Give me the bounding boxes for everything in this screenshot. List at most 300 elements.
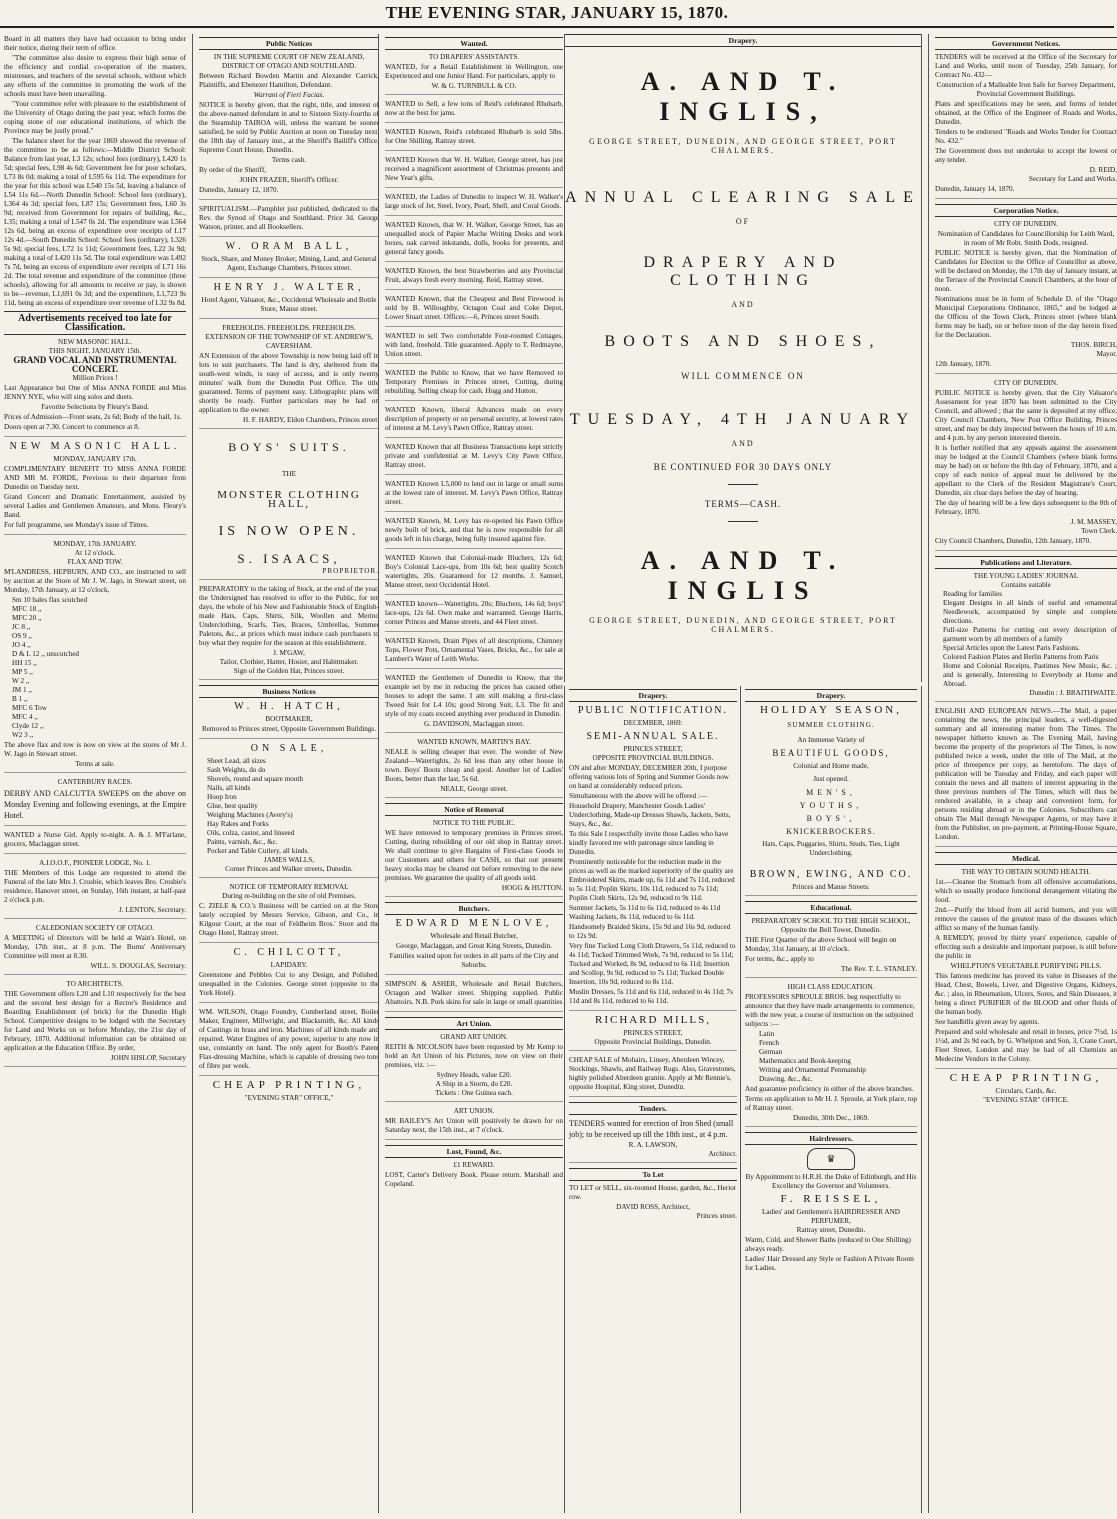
- ad-title: A.I.O.O.F., PIONEER LODGE, No. 1.: [39, 859, 151, 867]
- ad-body: Families waited upon for orders in all parts of the City and Suburbs.: [389, 952, 559, 969]
- ad-grand-art-union: [385, 1033, 563, 1102]
- ad-line: Circulars, Cards, &c.: [995, 1087, 1057, 1095]
- ad-body: PROFESSORS SPROULE BROS. beg respectfully to announce that they have made arrangements to commence, with the new year, a course of instruction on the subjoined subjects :—: [745, 993, 915, 1028]
- ad-line: OF: [735, 217, 751, 226]
- ad-body: WANTED known—Watertights, 20s; Bluchers, 14s 6d; boys' lace-ups, 12s 6d. Own make and warranted. George Harris, corner Princes and Manse streets, and 44 Fleet street.: [385, 600, 563, 626]
- ad-line: Ladies' and Gentlemen's HAIRDRESSER AND PERFUMER,: [762, 1208, 900, 1225]
- ad-body: WANTED the Public to Know, that we have Removed to Temporary Premises in Princes street, Cutting, during rebuilding. Selling cheap for cash. Hogg and Hutton.: [385, 369, 563, 395]
- divider: [728, 521, 758, 522]
- ad-body: THE Government offers L20 and L10 respectively for the best and the second best design for a Rector's Residence and Boarding Establishment (of brick) for the Dunedin High School. Competitive designs to be lodged with the Secretary for Land and Works on or before Monday, the 21st day of February, 1870. Additional information can be obtained on application at the Education Office. By order,: [4, 990, 186, 1052]
- ad-title: PREPARATORY SCHOOL TO THE HIGH SCHOOL,: [751, 917, 911, 925]
- list-item: MFC 6 Tow: [12, 704, 47, 712]
- section-heading: Lost, Found, &c.: [385, 1145, 563, 1158]
- divider: [728, 484, 758, 485]
- ad-whelpton-pills: [935, 868, 1117, 1069]
- ad-preparatory-school: [745, 917, 917, 978]
- list-item: Sheet Lead, all sizes: [207, 757, 266, 765]
- ad-body: Prices of Admission—Front seats, 2s 6d; Body of the hall, 1s.: [4, 413, 182, 421]
- list-item: A Ship in a Storm, do £20.: [435, 1080, 513, 1088]
- list-item: Sm 10 bales flax scutched: [12, 596, 88, 604]
- ad-line: Corner Princes and Walker streets, Dunedin.: [225, 865, 353, 873]
- ad-body: CHEAP SALE of Mohairs, Linsey, Aberdeen Wincey, Stockings, Shawls, and Railway Rugs. Also, Gravestones, highly polished Aberdeen granite. Apply at Mr Rennie's, opposite Hospital, King street, Dunedin.: [569, 1056, 736, 1091]
- ad-spiritualism: [199, 205, 379, 237]
- ad-lost: [385, 1161, 563, 1193]
- ad-line: Terms cash.: [271, 156, 307, 164]
- ad-english-news: [935, 707, 1117, 847]
- report-paragraph: Board in all matters they have had occasion to bring under their notice, during their term of office.: [4, 35, 186, 52]
- list-item: Home and Colonial Receipts, Pastimes New Music, &c. ; and is generally, Interesting to Everybody at Home and Abroad.: [943, 662, 1117, 688]
- ad-body: Stock, Share, and Money Broker, Mining, Land, and General Agent, Exchange Chambers, Princes street.: [201, 255, 377, 272]
- ad-address: GEORGE STREET, DUNEDIN, AND GEORGE STREET, PORT CHALMERS.: [589, 137, 897, 155]
- ad-body: Last Appearance but One of Miss ANNA FORDE and Miss JENNY NYE, who will sing solos and duets.: [4, 384, 186, 401]
- ad-line: Warrant of Fieri Facias.: [253, 91, 325, 99]
- list-item: MP 5 ,,: [12, 668, 33, 676]
- ad-headline: MONSTER CLOTHING HALL,: [217, 489, 361, 510]
- list-item: German: [759, 1048, 783, 1056]
- ad-cheap-printing: [199, 1081, 379, 1106]
- ad-body: Hotel Agent, Valuator, &c., Occidental Wholesale and Bottle Store, Manse street.: [201, 296, 377, 313]
- ad-line: AND: [731, 300, 755, 309]
- ad-title: CALEDONIAN SOCIETY OF OTAGO.: [35, 924, 155, 932]
- ad-nurse: [4, 831, 186, 854]
- report-paragraph: "Your committee refer with pleasure to the establishment of the University of Otago during the past year, which forms the coping stone of our educational institutions, of which the Province may be justly proud.": [4, 100, 186, 135]
- ad-body: SIMPSON & ASHER, Wholesale and Retail Butchers, Octagon and Walker street. Shipping supplied. Public Abattoirs. N.B. Pork skins for sale in large or small quantities: [385, 980, 563, 1006]
- ad-body: NEALE is selling cheaper that ever. The wonder of New Zealand—Watertights, 2s 6d less than any other house in town. Boys' Boots cheap and good. Another lot of Ladies' Boots, better than the last, 5s 6d.: [385, 748, 563, 783]
- ad-body: By order of the Sheriff,: [199, 166, 267, 174]
- list-item: Colored Fashion Plates and Berlin Patterns from Paris: [943, 653, 1099, 661]
- ad-line: BE CONTINUED FOR 30 DAYS ONLY: [653, 462, 833, 472]
- ad-body: WANTED Known, the best Strawberries and any Provincial Fruit, always fresh every morning. Reid, Rattray street.: [385, 267, 563, 284]
- ad-body: Nominations must be in form of Schedule D. of the "Otago Municipal Corporations Ordinance, 1865," and be lodged at the Offices of the Town Clerk, Princes street (where blank forms may be had), on or before noon of the day herein fixed for the Declaration.: [935, 295, 1117, 339]
- ad-wanted: [385, 332, 563, 364]
- ad-title: THE YOUNG LADIES' JOURNAL: [973, 572, 1079, 580]
- ad-title: CANTERBURY RACES.: [57, 778, 133, 786]
- masthead: THE EVENING STAR, JANUARY 15, 1870.: [0, 0, 1114, 28]
- ad-body: Handsomely Braided Skirts, 15s 9d and 16s 9d, reduced to 12s 9d.: [569, 923, 731, 940]
- ad-body: 2nd.—Purify the blood from all acrid humors, and you will remove the causes of the greatest mass of the diseases which afflict so many of the human family.: [935, 906, 1117, 932]
- ad-title: CHEAP PRINTING,: [949, 1072, 1103, 1084]
- ad-line: Wholesale and Retail Butcher,: [430, 932, 518, 940]
- ad-body: Doors open at 7.30. Concert to commence at 8.: [4, 423, 140, 431]
- column-6: [928, 34, 1117, 1513]
- ad-body: Hats, Caps, Puggaries, Shirts, Studs, Ties, Light Underclothing.: [762, 840, 900, 857]
- ad-young-ladies-journal: [935, 572, 1117, 702]
- ad-body: WANTED to sell Two comfortable Four-roomed Cottages, with land, freehold. Title guaranteed. Apply to T. Redmayne, Union street.: [385, 332, 563, 358]
- ad-line: Opposite Provincial Buildings, Dunedin.: [594, 1038, 712, 1046]
- section-heading: Tenders.: [569, 1102, 737, 1115]
- ad-wanted: [385, 100, 563, 123]
- ad-line: Sign of the Golden Hat, Princes street.: [233, 667, 345, 675]
- ad-headline: WHELPTON'S VEGETABLE PURIFYING PILLS.: [950, 962, 1102, 970]
- section-heading: Public Notices: [199, 37, 379, 50]
- ad-title: F. REISSEL,: [780, 1193, 882, 1205]
- ad-line: AND: [731, 439, 755, 448]
- list-item: Special Articles upon the Latest Paris Fashions.: [943, 644, 1080, 652]
- ad-line: Town Clerk.: [1081, 527, 1117, 535]
- ad-title: NEW MASONIC HALL.: [58, 338, 132, 346]
- ad-caledonian: [4, 924, 186, 975]
- list-item: Nails, all kinds: [207, 784, 251, 792]
- list-item: Hay Rakes and Forks: [207, 820, 269, 828]
- ad-body: Warm, Cold, and Shower Baths (reduced to One Shilling) always ready.: [745, 1236, 911, 1253]
- ad-signature: NEALE, George street.: [440, 785, 508, 793]
- ad-address: GEORGE STREET, DUNEDIN, AND GEORGE STREET, PORT CHALMERS.: [589, 616, 897, 634]
- ad-body: THE First Quarter of the above School will begin on Monday, 31st January, at 10 o'clock.: [745, 936, 897, 953]
- ad-body: 1st.—Cleanse the Stomach from all offensive accumulations, which so usually produce functional derangement vitiating the food.: [935, 878, 1117, 904]
- ad-title: TO DRAPERS' ASSISTANTS.: [428, 53, 520, 61]
- ad-body: WANTED Known L5,000 to lend out in large or small sums at the lowest rate of interest. M. Levy's Pawn Office, Rattray street.: [385, 480, 563, 506]
- ad-line: Just opened.: [813, 775, 849, 783]
- ad-line: TERMS—CASH.: [704, 499, 782, 509]
- ad-reissel: [745, 1148, 917, 1277]
- ad-signature: R. A. LAWSON,: [628, 1141, 678, 1149]
- list-item: Latin: [759, 1030, 775, 1038]
- ad-body: To this Sale I respectfully invite those Ladies who have kindly favored me with patronage since landing in Dunedin.: [569, 830, 729, 856]
- ad-subtitle: THIS NIGHT, JANUARY 15th.: [48, 347, 142, 355]
- list-item: Paints, varnish, &c., &c.: [207, 838, 278, 846]
- ad-body: Greenstone and Pebbles Cut to any Design, and Polished, unequalled in the Colonies. George street (opposite to the York Hotel).: [199, 971, 379, 997]
- ad-wilson: [199, 1008, 379, 1076]
- ad-body: Muslin Dresses, 5s 11d and 6s 11d, reduced to 4s 11d; 7s 11d and 8s 11d, reduced to 6s 11d.: [569, 988, 733, 1005]
- ad-body: See handbills given away by agents.: [935, 1018, 1040, 1026]
- ad-wanted: [385, 738, 563, 798]
- ad-body: Household Drapery, Manchester Goods Ladies' Underclothing, Made-up Dresses Shawls, Jackets, Setts, Stays, &c., &c.: [569, 802, 731, 828]
- ad-title: HENRY J. WALTER,: [213, 282, 365, 293]
- ad-body: By Appointment to H.R.H. the Duke of Edinburgh, and His Excellency the Governor and Volunteers.: [745, 1173, 917, 1190]
- ad-line: BOOTMAKER,: [265, 715, 313, 723]
- ad-body: THE Members of this Lodge are requested to attend the Funeral of the late Mrs J. Crosbie, which leaves Bro. Crosbie's residence, Hanover street, on Sunday, 16th instant, at half-past 2 o'clock p.m.: [4, 869, 186, 904]
- column-4: [564, 686, 741, 1513]
- ad-date: City Council Chambers, Dunedin, 12th January, 1870.: [935, 537, 1092, 545]
- list-item: Clyde 12 ,,: [12, 722, 44, 730]
- list-item: OS 9 ,,: [12, 632, 32, 640]
- royal-crest-icon: ♛: [807, 1148, 855, 1170]
- ad-city-nomination: [935, 220, 1117, 374]
- list-item: Pocket and Table Cutlery, all kinds.: [207, 847, 310, 855]
- ad-headline: TUESDAY, 4TH JANUARY: [569, 411, 917, 428]
- ad-title: A. AND T. INGLIS: [640, 546, 846, 605]
- ad-title: IN THE SUPREME COURT OF NEW ZEALAND, DISTRICT OF OTAGO AND SOUTHLAND.: [213, 53, 365, 70]
- list-item: JM 1 ,,: [12, 686, 32, 694]
- ad-headline: BOYS',: [806, 814, 856, 823]
- ad-headline: GRAND VOCAL AND INSTRUMENTAL CONCERT.: [13, 355, 177, 374]
- ad-city-valuation: [935, 379, 1117, 551]
- ad-cheap-sale: [569, 1056, 737, 1097]
- ad-date: MONDAY, 17th JANUARY.: [53, 540, 137, 548]
- ad-headline: BOOTS AND SHOES,: [604, 333, 882, 350]
- ad-date: DECEMBER, 1869.: [623, 719, 683, 727]
- ad-signature: S. ISAACS,: [237, 551, 341, 566]
- ad-signature: W. & G. TURNBULL & CO.: [431, 82, 517, 90]
- ad-body: WE have removed to temporary premises in Princes street, Cutting, during rebuilding of our old shop in Rattray street. We shall continue to give Bargains of First-class Goods to our Customers and others for CASH, so that our present heavy stocks may be cleared out before removing to the new premises. We guarantee the quality of all goods sold.: [385, 829, 563, 882]
- ad-signature: DAVID ROSS, Architect,: [616, 1203, 690, 1211]
- section-heading: Educational.: [745, 901, 917, 914]
- ad-body: AN Extension of the above Township is now being laid off in lots to suit purchasers. The land is dry, sheltered from the south-west winds, is easy of access, and is only twenty minutes' walk from the Dunedin Post Office. The title guaranteed. Terms of payment easy. Lithographic plans will shortly be ready. Further particulars may be had on application to the owner.: [199, 352, 379, 414]
- ad-body: Very fine Tucked Long Cloth Drawers, 5s 11d, reduced to 4s 11d; Tucked Trimmed Work, 7s 9d, reduced to 5s 11d; Tucked and Worked, 8s 9d, reduced to 6s 11d; Insertion and Scollop, 9s 9d, reduced to 7s 11d; Tucked Double Insertion, 10s 9d, reduced to 8s 11d.: [569, 942, 736, 986]
- section-heading: Notice of Removal: [385, 803, 563, 816]
- ad-body: WANTED Known that W. H. Walker, George street, has just received a magnificent assortment of Christmas presents and New Year's gifts.: [385, 156, 563, 182]
- ad-terms: Terms at sale.: [75, 760, 115, 768]
- ad-body: ENGLISH AND EUROPEAN NEWS.—The Mail, a paper containing the news, the principal leaders, a well-digested summary and all interesting matter from The Times. The newspaper hitherto known as The Evening Mail, having become the property of the proprietors of The Times, is now published twice a week, under the title of The Mail, at the price of threepence per copy, as heretofore. The days of publication will be Tuesday and Friday, and each paper will contain the news and all matters of interest appearing in the three previous numbers of The Times, which will thus be rendered available, in a cheap and convenient form, for persons residing abroad or in the Colonies. Subscribers can obtain The Mail through Newspaper Agents, or may have it from the Publisher, on pre-payment, at Printing-House Square, London.: [935, 707, 1117, 841]
- ad-headline: IS NOW OPEN.: [218, 524, 360, 539]
- ad-wanted: [385, 221, 563, 262]
- list-item: Hoop Iron: [207, 793, 237, 801]
- ad-body: REITH & NICOLSON have been requested by Mr Kemp to hold an Art Union of his Pictures, now on view on their premises, viz. :—: [385, 1043, 563, 1069]
- ad-flax-tow: [4, 540, 186, 773]
- ad-cheap-printing: [935, 1074, 1117, 1108]
- ad-body: The above flax and tow is now on view at the stores of Mr J. W. Jago in Stewart street.: [4, 741, 186, 758]
- ad-body: WANTED Known that Colonial-made Bluchers, 12s 6d; Boy's Colonial Lace-ups, from 10s 6d; best quality Scotch watertights, 20s. Guaranteed for 12 months. J. Samuel, Manse street, next Occidental Hotel.: [385, 554, 563, 589]
- ad-body: SPIRITUALISM.—Pamphlet just published, dedicated to the Rev. the Synod of Otago and Southland. Price 3d. George Watson, printer, and all Booksellers.: [199, 205, 379, 231]
- ad-time: At 12 o'clock.: [74, 549, 116, 557]
- section-heading: Drapery.: [565, 34, 921, 47]
- ad-to-let: [569, 1184, 737, 1224]
- ad-signature: Dunedin : J. BRAITHWAITE.: [1029, 689, 1117, 697]
- ad-body: PUBLIC NOTICE is hereby given, that the Nomination of Candidates for Election to the Office of Councillor as above, will be declared on Monday, the 17th day of January instant, at the Terrace of the Provincial Council Chambers, at the hour of noon.: [935, 249, 1117, 293]
- ad-masonic-concert: [4, 338, 186, 437]
- sale-items: [199, 757, 379, 856]
- section-heading: Drapery.: [745, 689, 917, 702]
- ad-line: "EVENING STAR" OFFICE,": [244, 1094, 334, 1102]
- ad-line: Rattray street, Dunedin.: [796, 1226, 866, 1234]
- ad-oram: [199, 242, 379, 278]
- ad-body: WM. WILSON, Otago Foundry, Cumberland street, Boiler Maker, Engineer, Millwright, and Blacksmith, &c. All kinds of Castings in brass and iron. Machines of all kinds made and repaired. Water Engines of any power, superior to any now in use, constantly on hand. The only agent for Booth's Patent Flax-dressing Machine, which is capable of dressing two tons of fibre per week.: [199, 1008, 379, 1070]
- list-item: MFC 4 ,,: [12, 713, 38, 721]
- section-heading: To Let: [569, 1168, 737, 1181]
- ad-signature: JOHN HISLOP, Secretary: [110, 1054, 186, 1062]
- ad-masonic-benefit: [4, 442, 186, 535]
- list-item: Drawing, &c., &c.: [759, 1075, 813, 1083]
- ad-wanted: [385, 600, 563, 632]
- ad-wanted: [385, 295, 563, 327]
- ad-body: WANTED, for a Retail Establishment in Wellington, one Experienced and one Junior Hand. For particulars, apply to: [385, 63, 563, 80]
- ad-subtitle: Contains suitable: [1001, 581, 1051, 589]
- ad-title: FLAX AND TOW.: [67, 558, 123, 566]
- ad-wanted: [385, 156, 563, 188]
- ad-wanted: [385, 517, 563, 549]
- ad-temporary-removal: [199, 883, 379, 943]
- ad-subtitle: During re-building on the site of old Premises.: [222, 892, 356, 900]
- list-item: B 1 ,,: [12, 695, 28, 703]
- ad-body: Prepared and sold wholesale and retail in boxes, price 7½d, 1s 1½d, and 2s 9d each, by G. Whelpton and Son, 3, Crane Court, Fleet Street, London and may be had of all Chemists an Medecine Vendors in the Colony.: [935, 1028, 1117, 1063]
- ad-body: DERBY AND CALCUTTA SWEEPS on the above on Monday Evening and following evenings, at the Empire Hotel.: [4, 789, 186, 820]
- ad-body: COMPLIMENTARY BENEFIT TO MISS ANNA FORDE AND MR M. FORDE, Previous to their departure from Dunedin on Tuesday next.: [4, 465, 186, 491]
- section-heading: Medical.: [935, 852, 1117, 865]
- ad-line: PRINCES STREET,: [623, 1029, 683, 1037]
- list-item: Mathematics and Book-keeping: [759, 1057, 851, 1065]
- ad-high-class-education: [745, 983, 917, 1127]
- ad-line: Architect.: [708, 1150, 737, 1158]
- ad-body: NOTICE is hereby given, that the right, title, and interest of the above-named defendant in and to Sixteen Sixty-fourths of the Steamship TAIROA will, unless the warrant be sooner satisfied, be sold by Public Auction at noon on Tuesday next, the 18th day of January inst., at the Sheriff's Bailiff's Office, Supreme Court House, Dunedin.: [199, 101, 379, 154]
- flax-lots: [4, 596, 186, 740]
- ad-signature: J. LENTON, Secretary.: [118, 906, 186, 914]
- ad-headline: ANNUAL CLEARING SALE: [565, 189, 921, 206]
- section-heading: Wanted.: [385, 37, 563, 50]
- ad-body: Removed to Princes street, Opposite Government Buildings.: [201, 725, 377, 733]
- ad-body: TENDERS will be received at the Office of the Secretary for Land and Works, until noon of Tuesday, 25th January, for Contract No. 432—: [935, 53, 1117, 79]
- ad-line: PROPRIETOR.: [322, 567, 379, 575]
- ad-body: ON and after MONDAY, DECEMBER 20th, I purpose offering various lots of Spring and Summer Goods now on hand at considerably reduced prices.: [569, 764, 729, 790]
- ad-body: The day of hearing will be a few days subsequent to the 8th of February, 1870.: [935, 499, 1117, 516]
- ad-body: Grand Concert and Dramatic Entertainment, assisted by several Ladies and Gentlemen Amateurs, and Mons. Fleury's Band.: [4, 493, 186, 519]
- ad-line: Colonial and Home made,: [793, 762, 869, 770]
- section-heading: Government Notices.: [935, 37, 1117, 50]
- ad-body: WANTED Known, Reid's celebrated Rhubarb is sold 5lbs. for One Shilling. Rattray street.: [385, 128, 563, 145]
- late-ads-heading: Advertisements received too late for Classification.: [4, 311, 186, 335]
- ad-line: OPPOSITE PROVINCIAL BUILDINGS.: [592, 754, 714, 762]
- ad-body: M'LANDRESS, HEPBURN, AND CO., are instructed to sell by auction at the Store of Mr J. W. Jago, in Stewart street, on Monday, 17th January, at 12 o'clock,: [4, 568, 186, 594]
- ad-title: TO ARCHITECTS.: [66, 980, 124, 988]
- ad-date: 12th January, 1870.: [935, 360, 992, 368]
- list-item: Weighing Machines (Avery's): [207, 811, 293, 819]
- ad-subtitle: EXTENSION OF THE TOWNSHIP OF ST. ANDREW'S, CAVERSHAM.: [205, 333, 373, 350]
- list-item: W 2 ,,: [12, 677, 30, 685]
- ad-body: This famous medicine has proved its value in Diseases of the Head, Chest, Bowels, Liver, and Digestive Organs, Kidneys, &c. ; also, in Rheumatism, Ulcers, Sores, and Skin Diseases, it being a direct PURIFIER of the BLOOD and other fluids of the human body.: [935, 972, 1117, 1016]
- ad-line: An Immense Variety of: [797, 736, 865, 744]
- section-heading: Business Notices: [199, 685, 379, 698]
- ad-body: WANTED, the Ladies of Dunedin to inspect W. H. Walker's large stock of Jet, Steel, Ivory, Pearl, Shell, and Coral Goods.: [385, 193, 563, 210]
- ad-hatch: [199, 702, 379, 739]
- list-item: HH 15 ,,: [12, 659, 37, 667]
- ad-title: NOTICE TO THE PUBLIC.: [432, 819, 516, 827]
- ad-subtitle: MONDAY, JANUARY 17th.: [53, 455, 137, 463]
- section-heading: Butchers.: [385, 902, 563, 915]
- ad-body: Between Richard Bowden Martin and Alexander Carrick, Plaintiffs, and Ebenezer Hamilton, Defendant.: [199, 72, 379, 89]
- list-item: Elegant Designs in all kinds of useful and ornamental Needlework, accompanied by simple and complete directions.: [943, 599, 1117, 625]
- ad-body: Prominently noticeable for the reduction made in the prices as well as the marked superiority of the quality are Embroidered Skirts, made up, 6s 11d and 7s 11d, reduced to 5s 11d; Poplin Skirts, 10s 11d, reduced to 7s 11d; Poplin Cloth Skirts, 12s 9d, reduced to 9s 11d.: [569, 858, 735, 902]
- ad-body: WANTED Known, Drain Pipes of all descriptions, Chimney Tops, Flower Pots, Ornamental Vases, Bricks, &c., for sale at Lambert's Water of Leith Works.: [385, 637, 563, 663]
- list-item: Writing and Ornamental Penmanship: [759, 1066, 866, 1074]
- ad-body: WANTED Known that all Business Transactions kept strictly private and confidential at M. Levy's City Pawn Office, Rattray street.: [385, 443, 563, 469]
- ad-body: Simultaneous with the above will be offered :—: [569, 792, 708, 800]
- ad-body: WANTED the Gentlemen of Dunedin to Know, that the example set by me in reducing the prices has caused other houses to adopt the same. I am still making a first-class Tweed Suit for L4 10s; good Strong Suit, L3. The fit and style of my coats exceed anything ever produced in Dunedin.: [385, 674, 563, 718]
- ad-public-notification: [569, 706, 737, 1011]
- ad-body: PREPARATORY to the taking of Stock, at the end of the year, the Undersigned has resolved to offer to the Public, for ten days, the whole of his New and Fashionable Stock of English-made Hats, Caps, Shirts, Silk, Woollen and Merino Underclothing, Scarfs, Ties, Braces, Umbrellas, Summer Paletots, &c., at prices which must induce cash purchasers to buy what they require for the season at this establishment.: [199, 585, 379, 647]
- ad-body: A MEETING of Directors will be held at Wain's Hotel, on Monday, 17th inst., at 8 p.m. The Burns' Anniversary Committee will meet at 8.30.: [4, 934, 186, 960]
- ad-body: Summer Jackets, 5s 11d to 6s 11d, reduced to 4s 11d Washing Jackets, 8s 11d, reduced to 6s 11d.: [569, 904, 721, 921]
- ad-title: EDWARD MENLOVE,: [395, 918, 553, 929]
- ad-supreme-court: [199, 53, 379, 200]
- ad-line: Secretary for Land and Works.: [1028, 175, 1117, 183]
- list-item: JC 8 ,,: [12, 623, 31, 631]
- ad-date: Dunedin, January 14, 1870.: [935, 185, 1015, 193]
- ad-body: WANTED to Sell, a few tons of Reid's celebrated Rhubarb, now at the best for jams.: [385, 100, 563, 117]
- ad-wanted: [385, 406, 563, 438]
- ad-body: Plans and specifications may be seen, and forms of tender obtained, at the Office of the Engineer of Roads and Works, Dunedin.: [935, 100, 1117, 126]
- ad-title: HOLIDAY SEASON,: [760, 704, 902, 716]
- ad-title: W. ORAM BALL,: [225, 241, 353, 252]
- ad-title: NOTICE OF TEMPORARY REMOVAL: [229, 883, 349, 891]
- ad-signature: JAMES WALLS,: [263, 856, 315, 864]
- ad-line: Princes street.: [696, 1212, 737, 1220]
- list-item: Reading for families: [943, 590, 1003, 598]
- ad-simpson-asher: [385, 980, 563, 1012]
- ad-body: Ladies' Hair Dressed any Style or Fashion A Private Room for Ladies.: [745, 1255, 914, 1272]
- ad-races: [4, 778, 186, 826]
- journal-contents: [935, 590, 1117, 689]
- list-item: Oils, colza, castor, and linseed: [207, 829, 295, 837]
- ad-signature: BROWN, EWING, AND CO.: [749, 869, 913, 880]
- list-item: Full-size Patterns for cutting out every description of garment worn by all members of a family: [943, 626, 1117, 643]
- section-heading: Drapery.: [569, 689, 737, 702]
- ad-signature: J. M'GAW,: [273, 649, 305, 657]
- column-2: [192, 34, 379, 1513]
- ad-body: WANTED Known, that W. H. Walker, George Street, has an unequalled stock of Papier Mache Writing Desks and work boxes, oak carved inkstands, dolls, books for presents, and general fancy goods.: [385, 221, 563, 256]
- ad-wanted: [385, 443, 563, 475]
- ad-body: A REMEDY, proved by thirty years' experience, capable of effecting such a desirable and important purpose, is still before the public in: [935, 934, 1117, 960]
- ad-signature: G. DAVIDSON, Maclaggan street.: [423, 720, 525, 728]
- section-heading: Hairdressers.: [745, 1132, 917, 1145]
- list-item: French: [759, 1039, 779, 1047]
- ad-freeholds: [199, 324, 379, 429]
- ad-signature: JOHN FRAZER, Sheriff's Officer.: [239, 176, 339, 184]
- ad-signature: THOS. BIRCH,: [1070, 341, 1117, 349]
- ad-line: "EVENING STAR" OFFICE.: [983, 1096, 1069, 1104]
- ad-hogg-hutton: [385, 819, 563, 897]
- ad-title: ON SALE,: [250, 743, 328, 754]
- ad-richard-mills: [569, 1016, 737, 1051]
- ad-headline: DRAPERY AND CLOTHING: [643, 254, 843, 289]
- list-item: D & L 12 ,, unscutched: [12, 650, 80, 658]
- ad-title: CITY OF DUNEDIN.: [994, 379, 1058, 387]
- column-1: [4, 34, 186, 1513]
- ad-line: LAPIDARY.: [270, 961, 308, 969]
- ad-signature: J. M. MASSEY,: [1070, 518, 1117, 526]
- ad-wanted: [385, 637, 563, 669]
- ad-mgaw: [199, 585, 379, 680]
- section-heading: Publications and Literature.: [935, 556, 1117, 569]
- ad-on-sale: [199, 744, 379, 878]
- ad-signature: WILL. S. DOUGLAS, Secretary.: [90, 962, 186, 970]
- ad-walter: [199, 283, 379, 319]
- ad-signature: The Rev. T. L. STANLEY.: [840, 965, 917, 973]
- ad-body: TENDERS wanted for erection of Iron Shed (small job); to be received up till the 18th inst., at 4 p.m.: [569, 1119, 734, 1139]
- ad-signature: HOGG & HUTTON.: [501, 884, 563, 892]
- ad-line: PRINCES STREET,: [623, 745, 683, 753]
- ad-line: Opposite the Bell Tower, Dunedin.: [780, 926, 882, 934]
- column-3: [378, 34, 563, 1513]
- ad-title: GRAND ART UNION.: [440, 1033, 508, 1041]
- ad-body: C. ZIELE & CO.'s Business will be carried on at the Store lately occupied by Messrs Service, Gibson, and Co., in Kilgour Court, at the rear of Feldheim Bros.' Store and the Otago Hotel, Rattray street.: [199, 902, 379, 937]
- list-item: MFC 20 ,,: [12, 614, 42, 622]
- ad-monster-clothing-hall: [199, 440, 379, 580]
- ad-title: FREEHOLDS. FREEHOLDS. FREEHOLDS.: [222, 324, 356, 332]
- ad-title: C. CHILCOTT,: [233, 947, 345, 958]
- ad-holiday-season: [745, 706, 917, 896]
- report-paragraph: The balance sheet for the year 1869 showed the revenue of the committee to be as follows:—Middle District School: Balance from last year, L3 12s; school fees (ordinary), L420 1s 5d; special fees, L98 4s 6d; Government fee for poor scholars, L73 8s 0d; making a total of L595 6s 11d. The expenditure for the year for this school was L540 15s 5d, leaving a balance of L54 11s 6d.—North Dunedin School: School fees (ordinary), L364 4s 3d; special fees, L87 15s; Government fees, L60 3s 9d; received from Government for repairs of building, &c., L35; making a total of L547 0s 2d. The expenditure was L564 12s 6d, being an excess of expenditure over receipts of L17 12s 4d.—South Dunedin School: School fees (ordinary), L326 5s 9d; special fees, L72 1s 11d; Government fees, L22 3s 9d; making a total of L420 11s 5d. The total expenditure was L492 7s 7d, being an excess of expenditure over receipts of L71 16s 2d. The total revenue and expenditure of the committee (three schools), allowing for all amounts to receive or pay, is shown to be—revenue, L1,691 0s 3d; and the expenditure, L1,723 9s 11d, being an excess of expenditure over revenue of L32 9s 8d.: [4, 137, 186, 307]
- ad-art-union: [385, 1107, 563, 1140]
- ad-wanted: [385, 554, 563, 595]
- ad-tenders-lawson: [569, 1118, 737, 1163]
- ad-architects: [4, 980, 186, 1067]
- ad-line: Princes and Manse Streets.: [792, 883, 870, 891]
- ad-wanted: [385, 480, 563, 512]
- ad-title: CHEAP PRINTING,: [212, 1079, 366, 1091]
- ad-headline: MEN'S,: [806, 788, 856, 797]
- ad-headline: YOUTHS,: [799, 801, 863, 810]
- list-item: Sydney Heads, value £20.: [436, 1071, 512, 1079]
- ad-subtitle: SUMMER CLOTHING.: [787, 721, 875, 729]
- list-item: W2 3 ,,: [12, 731, 34, 739]
- ad-title: W. H. HATCH,: [234, 701, 344, 712]
- ad-body: Terms on application to Mr H. J. Sproule, at York place, top of Rattray street.: [745, 1095, 917, 1112]
- list-item: MFC 18 ,,: [12, 605, 42, 613]
- ad-title: HIGH CLASS EDUCATION.: [787, 983, 875, 991]
- ad-line: WILL COMMENCE ON: [681, 371, 805, 381]
- list-item: JO 4 ,,: [12, 641, 31, 649]
- ad-title: THE WAY TO OBTAIN SOUND HEALTH.: [961, 868, 1091, 876]
- ad-body: MR BAILEY'S Art Union will positively be drawn for on Saturday next, the 15th inst., at 7 o'clock.: [385, 1117, 563, 1134]
